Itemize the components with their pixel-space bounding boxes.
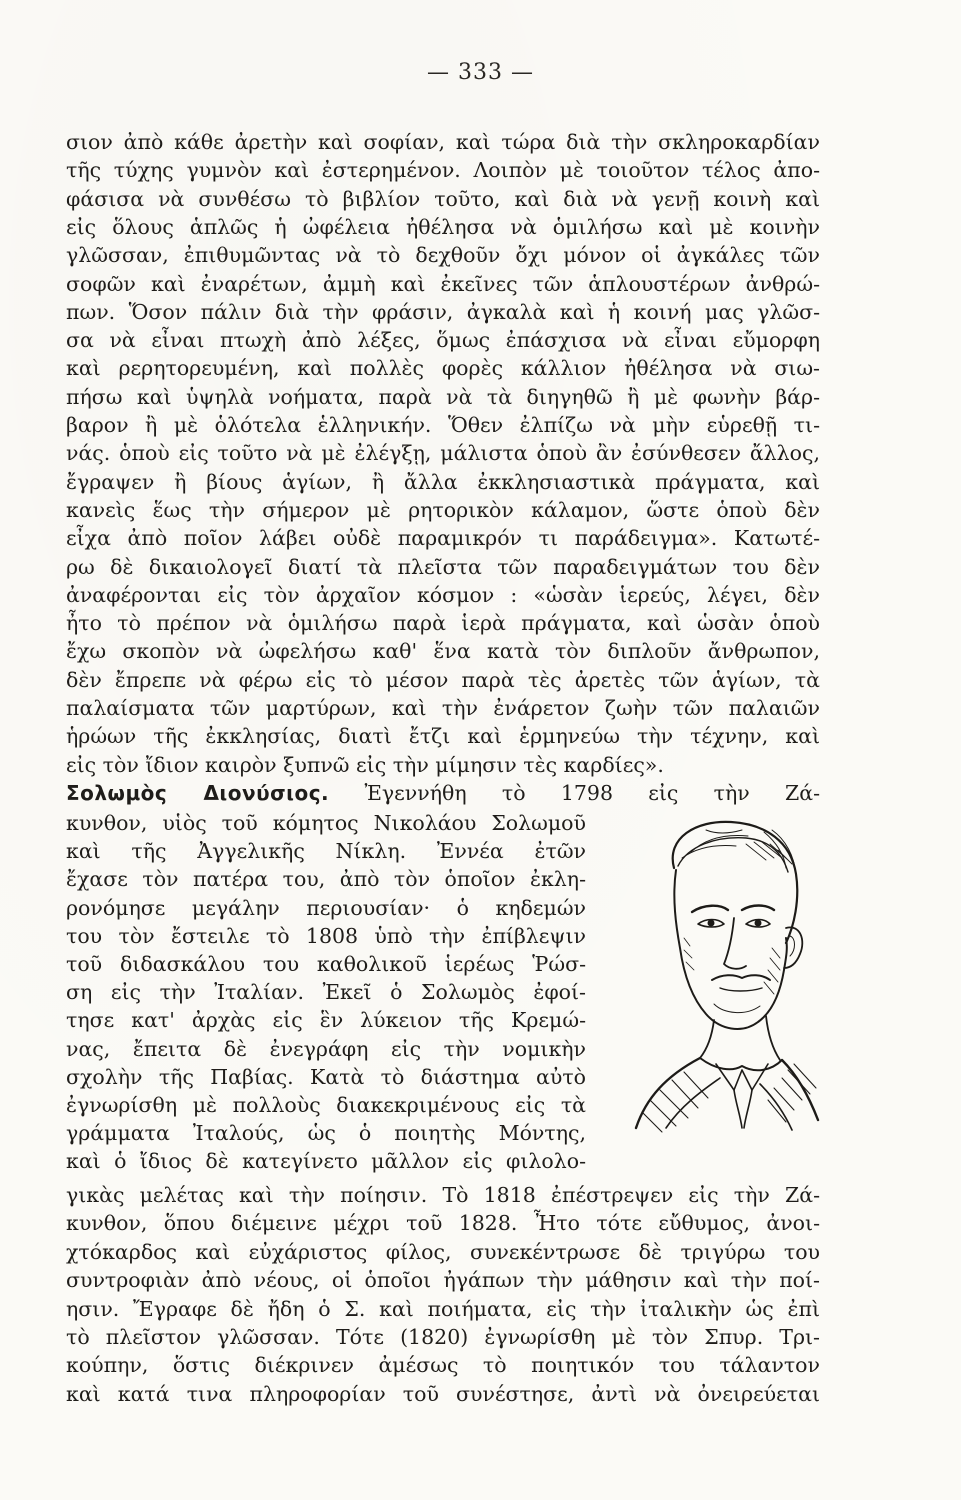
- text-line: ἔχασε τὸν πατέρα του, ἀπὸ τὸν ὁποῖον ἐκλη-: [66, 867, 586, 892]
- text-line: γράμματα Ἰταλούς, ὡς ὁ ποιητὴς Μόντης,: [66, 1121, 586, 1146]
- text-line: καὶ ὁ ἴδιος δὲ κατεγίνετο μᾶλλον εἰς φιλολο-: [66, 1149, 586, 1174]
- text-line: σιον ἀπὸ κάθε ἀρετὴν καὶ σοφίαν, καὶ τώρα διὰ τὴν σκληροκαρδίαν: [66, 130, 820, 154]
- text-line: ρω δὲ δικαιολογεῖ διατί τὰ πλεῖστα τῶν παραδειγμάτων του δὲν: [66, 554, 820, 579]
- text-line: κανεὶς ἕως τὴν σήμερον μὲ ρητορικὸν κάλαμον, ὥστε ὁποὺ δὲν: [66, 497, 820, 522]
- entry-heading-line: [66, 778, 820, 808]
- text-line: δὲν ἔπρεπε νὰ φέρω εἰς τὸ μέσον παρὰ τὲς ἀρετὲς τῶν ἁγίων, τὰ: [66, 667, 820, 692]
- text-line: ἀναφέρονται εἰς τὸν ἀρχαῖον κόσμον : «ὡσὰν ἱερεύς, λέγει, δὲν: [66, 582, 820, 607]
- text-line: νάς. ὁποὺ εἰς τοῦτο νὰ μὲ ἐλέγξῃ, μάλιστα ὁποὺ ἂν ἐσύνθεσεν ἄλλος,: [66, 441, 820, 466]
- page-number: — 333 —: [427, 60, 534, 85]
- text-line: εἰς τὸν ἴδιον καιρὸν ξυπνῶ εἰς τὴν μίμησιν τὲς καρδίες».: [66, 752, 664, 777]
- text-line: ση εἰς τὴν Ἰταλίαν. Ἐκεῖ ὁ Σολωμὸς ἐφοί-: [66, 980, 586, 1005]
- text-line: εἰς ὅλους ἁπλῶς ἡ ὠφέλεια ἠθέλησα νὰ ὁμιλήσω καὶ μὲ κοινὴν: [66, 214, 820, 239]
- text-line: ἦτο τὸ πρέπον νὰ ὁμιλήσω παρὰ ἱερὰ πράγματα, καὶ ὡσὰν ὁποὺ: [66, 611, 820, 636]
- text-line: ρονόμησε μεγάλην περιουσίαν· ὁ κηδεμών: [66, 895, 586, 920]
- entry-first-line-text: Ἐγεννήθη τὸ 1798 εἰς τὴν Ζά-: [364, 781, 820, 805]
- text-line: σα νὰ εἶναι πτωχὴ ἀπὸ λέξες, ὅμως ἐπάσχισα νὰ εἶναι εὔμορφη: [66, 328, 820, 353]
- text-line: εἶχα ἀπὸ ποῖον λάβει οὐδὲ παραμικρόν τι παράδειγμα». Κατωτέ-: [66, 526, 820, 551]
- text-line: κούπην, ὅστις διέκρινεν ἀμέσως τὸ ποιητικόν του τάλαντον: [66, 1353, 820, 1378]
- text-line: συντροφιὰν ἀπὸ νέους, οἱ ὁποῖοι ἠγάπων τὴν μάθησιν καὶ τὴν ποί-: [66, 1268, 820, 1293]
- text-line: πων. Ὅσον πάλιν διὰ τὴν φράσιν, ἀγκαλὰ καὶ ἡ κοινή μας γλῶσ-: [66, 299, 820, 324]
- text-line: τῆς τύχης γυμνὸν καὶ ἐστερημένον. Λοιπὸν μὲ τοιοῦτον τέλος ἀπο-: [66, 158, 820, 183]
- text-line: κυνθον, ὅπου διέμεινε μέχρι τοῦ 1828. Ἦτο τότε εὔθυμος, ἀνοι-: [66, 1211, 820, 1236]
- text-line: τησε κατ' ἀρχὰς εἰς ἓν λύκειον τῆς Κρεμώ-: [66, 1008, 586, 1033]
- text-line: γικὰς μελέτας καὶ τὴν ποίησιν. Τὸ 1818 ἐπέστρεψεν εἰς τὴν Ζά-: [66, 1183, 820, 1207]
- text-line: καὶ ρερητορευμένη, καὶ πολλὲς φορὲς κάλλιον ἠθέλησα νὰ σιω-: [66, 356, 820, 381]
- text-line: ἔχω σκοπὸν νὰ ὠφελήσω καθ' ἕνα κατὰ τὸν διπλοῦν ἄνθρωπον,: [66, 639, 820, 664]
- entry-name: Σολωμὸς Διονύσιος.: [66, 781, 330, 805]
- text-line: νας, ἔπειτα δὲ ἐνεγράφη εἰς τὴν νομικὴν: [66, 1036, 586, 1061]
- text-line: ησιν. Ἔγραφε δὲ ἤδη ὁ Σ. καὶ ποιήματα, εἰς τὴν ἰταλικὴν ὡς ἐπὶ: [66, 1296, 820, 1321]
- text-line: τὸ πλεῖστον γλῶσσαν. Τότε (1820) ἐγνωρίσθη μὲ τὸν Σπυρ. Τρι-: [66, 1325, 820, 1349]
- text-line: φάσισα νὰ συνθέσω τὸ βιβλίον τοῦτο, καὶ διὰ νὰ γενῇ κοινὴ καὶ: [66, 186, 820, 211]
- text-line: γλῶσσαν, ἐπιθυμῶντας νὰ τὸ δεχθοῦν ὄχι μόνον οἱ ἀγκάλες τῶν: [66, 243, 820, 268]
- text-line: ἔγραψεν ἢ βίους ἁγίων, ἢ ἄλλα ἐκκλησιαστικὰ πράγματα, καὶ: [66, 469, 820, 494]
- text-line: καὶ κατά τινα πληροφορίαν τοῦ συνέστησε, ἀντὶ νὰ ὀνειρεύεται: [66, 1381, 820, 1406]
- text-line: πήσω καὶ ὑψηλὰ νοήματα, παρὰ νὰ τὰ διηγηθῶ ἢ μὲ φωνὴν βάρ-: [66, 384, 820, 409]
- text-line: σχολὴν τῆς Παβίας. Κατὰ τὸ διάστημα αὐτὸ: [66, 1064, 586, 1089]
- text-line: ἐγνωρίσθη μὲ πολλοὺς διακεκριμένους εἰς τὰ: [66, 1093, 586, 1117]
- text-line: παλαίσματα τῶν μαρτύρων, καὶ τὴν ἐνάρετον ζωὴν τῶν παλαιῶν: [66, 696, 820, 720]
- text-line: τοῦ διδασκάλου του καθολικοῦ ἱερέως Ῥώσ-: [66, 952, 586, 976]
- text-line: χτόκαρδος καὶ εὐχάριστος φίλος, συνεκέντρωσε δὲ τριγύρω του: [66, 1239, 820, 1264]
- text-line: του τὸν ἔστειλε τὸ 1808 ὑπὸ τὴν ἐπίβλεψιν: [66, 923, 586, 948]
- show-through-text: [700, 830, 880, 1090]
- text-line: ἡρώων τῆς ἐκκλησίας, διατὶ ἔτζι καὶ ἑρμηνεύω τὴν τέχνην, καὶ: [66, 724, 820, 749]
- text-line: σοφῶν καὶ ἐναρέτων, ἀμμὴ καὶ ἐκεῖνες τῶν ἁπλουστέρων ἀνθρώ-: [66, 271, 820, 296]
- text-line: καὶ τῆς Ἀγγελικῆς Νίκλη. Ἐννέα ἐτῶν: [66, 839, 586, 864]
- text-line: βαρον ἢ μὲ ὁλότελα ἑλληνικήν. Ὅθεν ἐλπίζω νὰ μὴν εὑρεθῇ τι-: [66, 413, 820, 437]
- text-line: κυνθον, υἱὸς τοῦ κόμητος Νικολάου Σολωμοῦ: [66, 811, 586, 835]
